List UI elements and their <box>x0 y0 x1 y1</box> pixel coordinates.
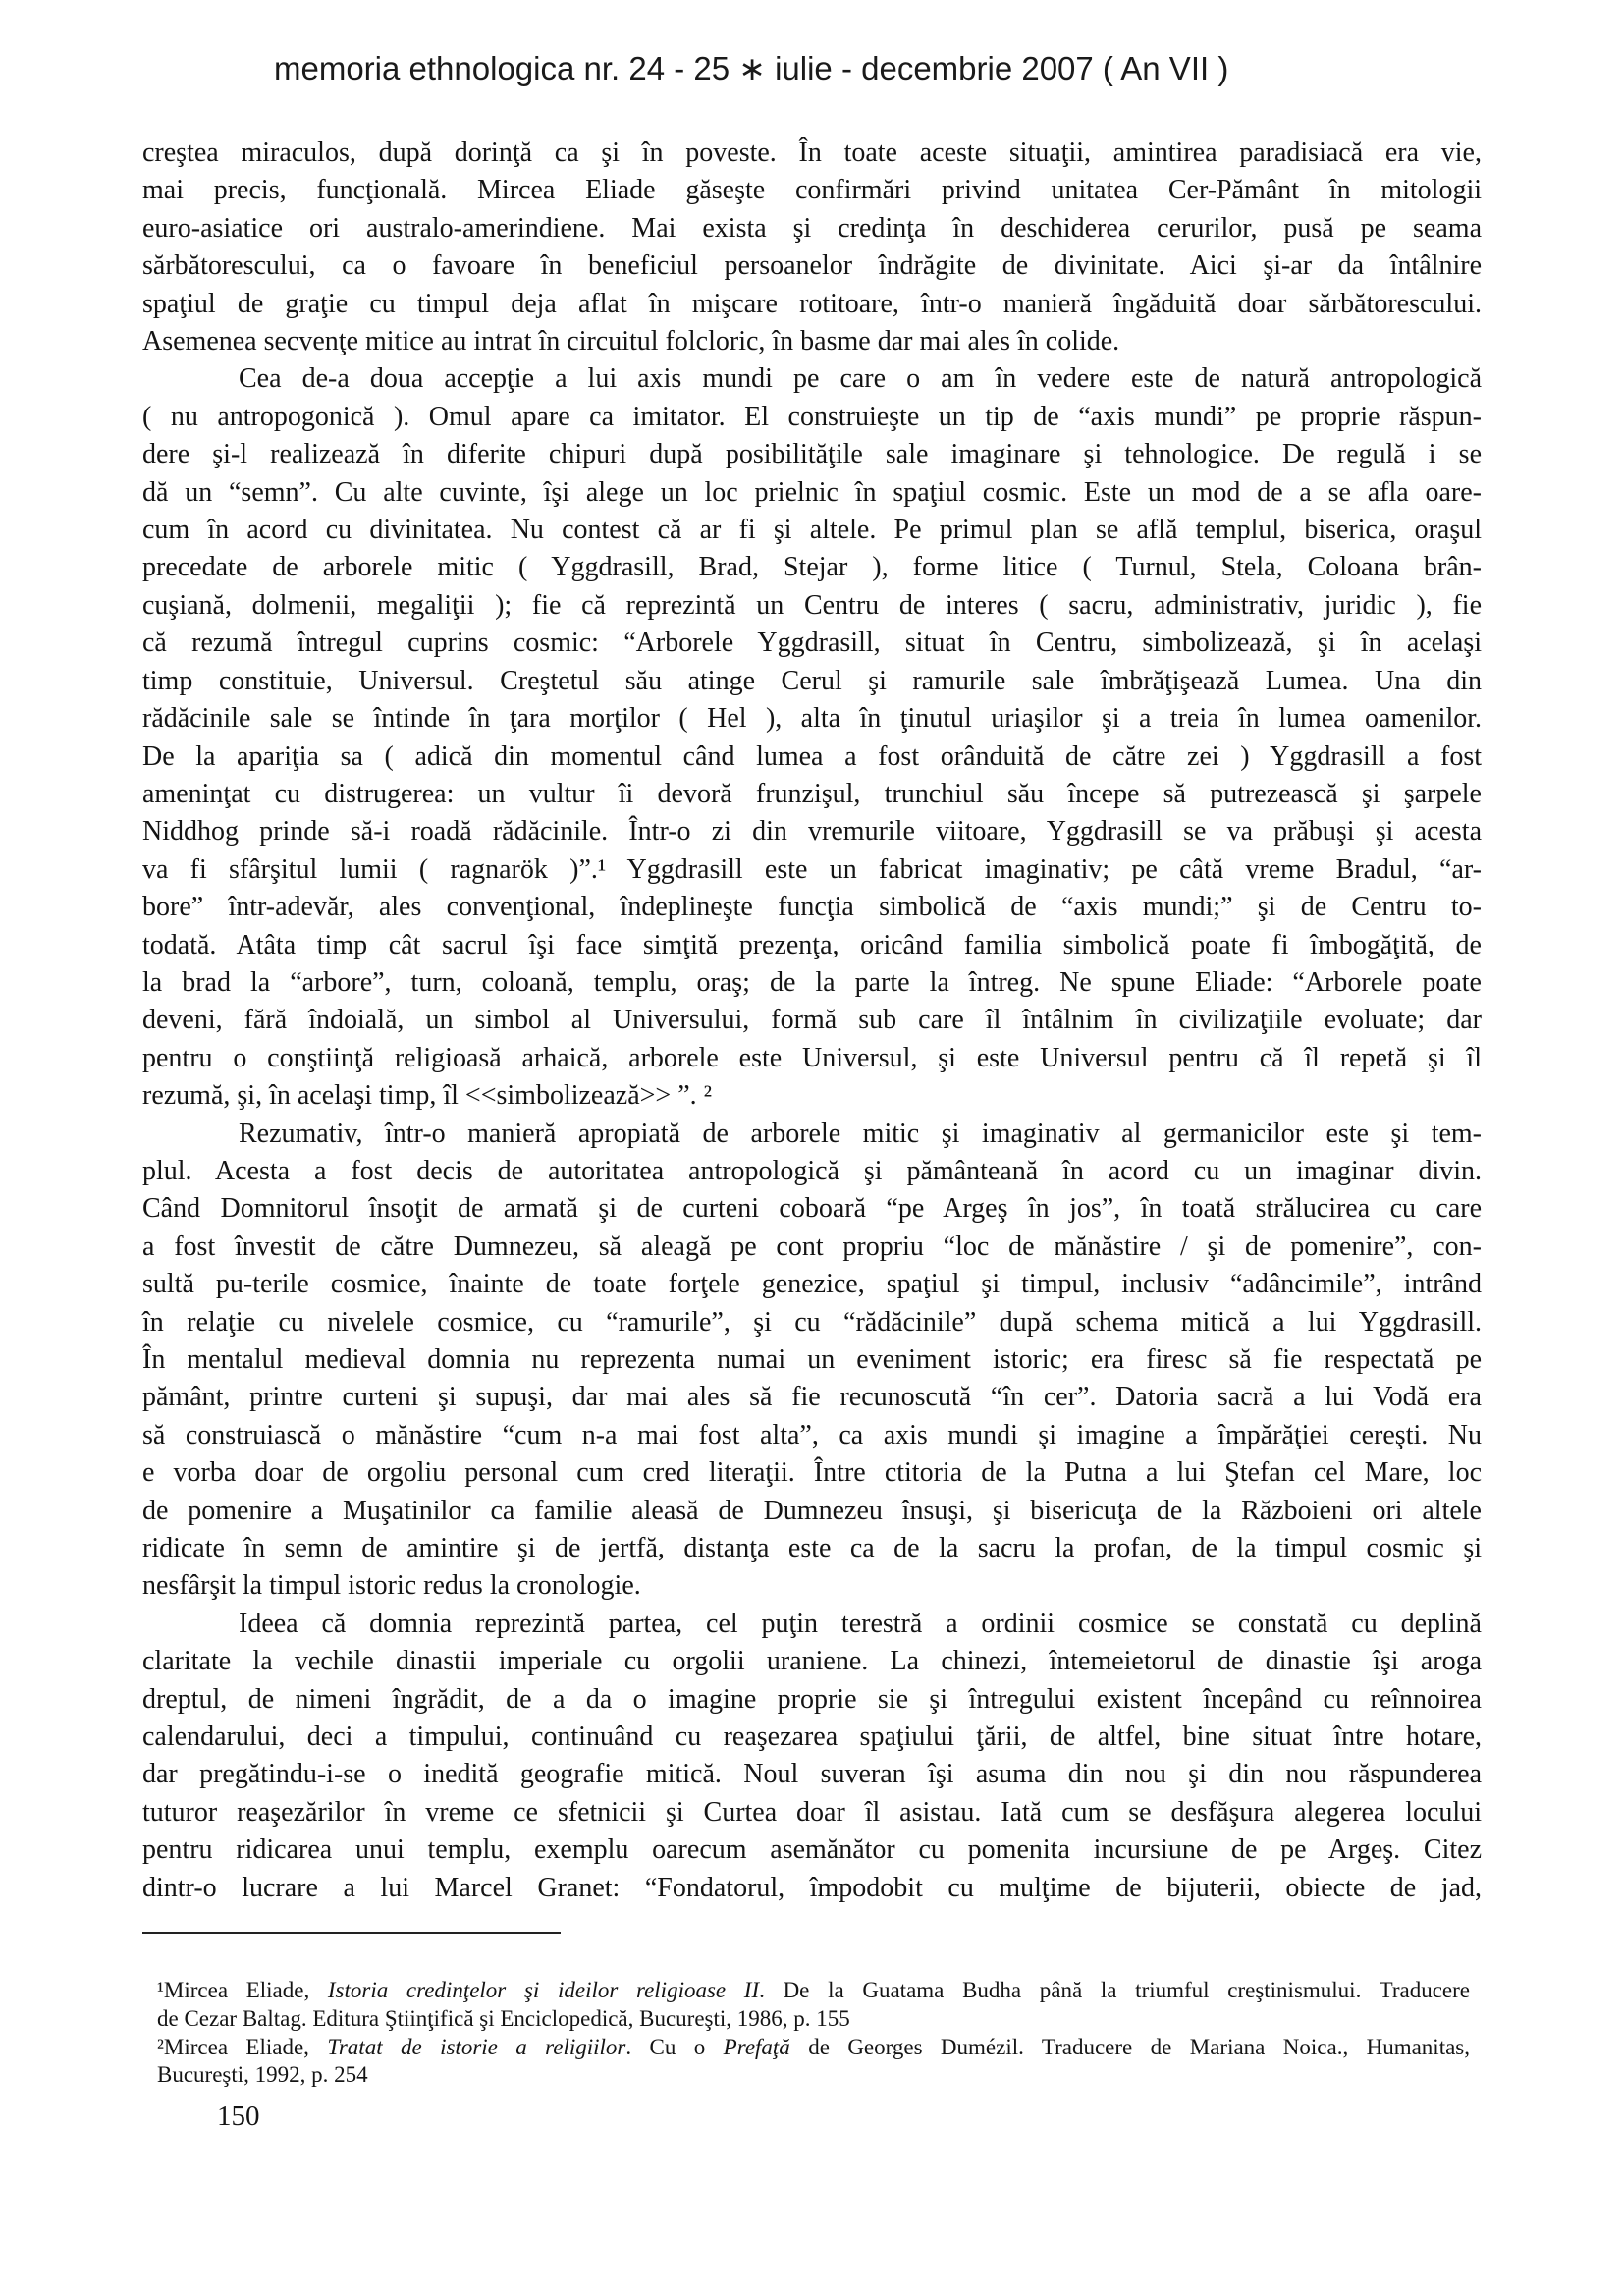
footnotes <box>157 1977 1470 2090</box>
text-line: claritate la vechile dinastii imperiale cu orgolii uraniene. La chinezi, întemeietorul de dinastie îşi aroga <box>142 1646 1482 1677</box>
footnote-line <box>157 2034 1470 2062</box>
footnote-text: Bucureşti, 1992, p. 254 <box>157 2062 368 2088</box>
text-line: De la apariţia sa ( adică din momentul când lumea a fost orânduită de către zei ) Yggdrasill a fost <box>142 740 1482 772</box>
footnote-text: de Cezar Baltag. Editura Ştiinţifică şi Enciclopedică, Bucureşti, 1986, p. 155 <box>157 2005 850 2031</box>
paragraph <box>142 360 1482 1115</box>
text-line: Asemenea secvenţe mitice au intrat în circuitul folcloric, în basme dar mai ales în colide. <box>142 326 1120 357</box>
text-line: că rezumă întregul cuprins cosmic: “Arborele Yggdrasill, situat în Centru, simbolizează, şi în acelaşi <box>142 628 1482 659</box>
text-line: dintr-o lucrare a lui Marcel Granet: “Fondatorul, împodobit cu mulţime de bijuterii, obiecte de jad, <box>142 1872 1482 1903</box>
text-line: plul. Acesta a fost decis de autoritatea antropologică şi pământeană în acord cu un imaginar divin. <box>142 1155 1482 1186</box>
text-line: sărbătorescului, ca o favoare în beneficiul persoanelor îndrăgite de divinitate. Aici şi-ar da întâlnire <box>142 250 1482 282</box>
text-line: la brad la “arbore”, turn, coloană, templu, oraş; de la parte la întreg. Ne spune Eliade: “Arborele poate <box>142 966 1482 998</box>
text-line: dar pregătindu-i-se o inedită geografie mitică. Noul suveran îşi asuma din nou şi din nou răspunderea <box>142 1759 1482 1790</box>
text-line: timp constituie, Universul. Creştetul său atinge Cerul şi ramurile sale îmbrăţişează Lumea. Una din <box>142 665 1482 696</box>
text-line: pentru o conştiinţă religioasă arhaică, arborele este Universul, şi este Universul pentru că îl repetă şi îl <box>142 1042 1482 1073</box>
text-line: dreptul, de nimeni îngrădit, de a da o imagine proprie sie şi întregului existent începând cu reînnoirea <box>142 1683 1482 1715</box>
text-line: e vorba doar de orgoliu personal cum cred literaţii. Între ctitoria de la Putna a lui Ştefan cel Mare, loc <box>142 1457 1482 1489</box>
text-line: euro-asiatice ori australo-amerindiene. Mai exista şi credinţa în deschiderea cerurilor, pusă pe seama <box>142 212 1482 244</box>
footnote-line <box>157 2005 1470 2034</box>
paragraph <box>142 135 1482 360</box>
text-line: de pomenire a Muşatinilor ca familie aleasă de Dumnezeu însuşi, şi bisericuţa de la Războieni ori altele <box>142 1495 1482 1526</box>
footnote-text: . De la Guatama Budha până la triumful creştinismului. Traducere <box>759 1978 1470 2002</box>
text-line: tuturor reaşezărilor în vreme ce sfetnicii şi Curtea doar îl asistau. Iată cum se desfăşura alegerea locului <box>142 1796 1482 1828</box>
text-line: Când Domnitorul însoţit de armată şi de curteni coboară “pe Argeş în jos”, în toată strălucirea cu care <box>142 1193 1482 1225</box>
text-line: deveni, fără îndoială, un simbol al Universului, formă sub care îl întâlnim în civilizaţiile evoluate; dar <box>142 1005 1482 1036</box>
footnote-text: . Cu o <box>625 2034 724 2059</box>
footnote-text: de Georges Dumézil. Traducere de Mariana Noica., Humanitas, <box>789 2034 1470 2059</box>
text-line: ( nu antropogonică ). Omul apare ca imitator. El construieşte un tip de “axis mundi” pe proprie răspun- <box>142 401 1482 432</box>
footnote-book-title: Tratat de istorie a religiilor <box>327 2034 626 2059</box>
footnote-book-title: Istoria credinţelor şi ideilor religioase II <box>327 1978 760 2002</box>
text-line: Cea de-a doua accepţie a lui axis mundi pe care o am în vedere este de natură antropologică <box>239 363 1482 395</box>
text-line: precedate de arborele mitic ( Yggdrasill, Brad, Stejar ), forme litice ( Turnul, Stela, Coloana brân- <box>142 552 1482 583</box>
text-line: pământ, printre curteni şi supuşi, dar mai ales să fie recunoscută “în cer”. Datoria sacră a lui Vodă era <box>142 1382 1482 1413</box>
text-line: nesfârşit la timpul istoric redus la cronologie. <box>142 1570 641 1602</box>
text-line: Ideea că domnia reprezintă partea, cel puţin terestră a ordinii cosmice se constată cu deplină <box>239 1608 1482 1639</box>
paragraph <box>142 1606 1482 1907</box>
text-line: ameninţat cu distrugerea: un vultur îi devoră frunzişul, trunchiul său începe să putrezească şi şarpele <box>142 778 1482 809</box>
text-line: cum în acord cu divinitatea. Nu contest că ar fi şi altele. Pe primul plan se află templul, biserica, oraşul <box>142 515 1482 546</box>
page-number: 150 <box>217 2101 260 2132</box>
text-line: ridicate în semn de amintire şi de jertfă, distanţa este ca de la sacru la profan, de la timpul cosmic şi <box>142 1533 1482 1564</box>
text-line: bore” într-adevăr, ales convenţional, îndeplineşte funcţia simbolică de “axis mundi;” şi de Centru to- <box>142 892 1482 923</box>
text-line: a fost învestit de către Dumnezeu, să aleagă pe cont propriu “loc de mănăstire / şi de pomenire”, con- <box>142 1230 1482 1262</box>
footnote-preface-title: Prefaţă <box>723 2034 790 2059</box>
text-line: rezumă, şi, în acelaşi timp, îl <<simbolizează>> ”. ² <box>142 1080 713 1112</box>
footnote-line <box>157 1977 1470 2005</box>
paragraph <box>142 1116 1482 1606</box>
footnote-line <box>157 2061 1470 2090</box>
text-line: Niddhog prinde să-i roadă rădăcinile. Într-o zi din vremurile viitoare, Yggdrasill se va prăbuşi şi acesta <box>142 816 1482 847</box>
running-header: memoria ethnologica nr. 24 - 25 ∗ iulie - decembrie 2007 ( An VII ) <box>274 50 1229 86</box>
text-line: pentru ridicarea unui templu, exemplu oarecum asemănător cu pomenita incursiune de pe Argeş. Citez <box>142 1834 1482 1866</box>
text-line: va fi sfârşitul lumii ( ragnarök )”.¹ Yggdrasill este un fabricat imaginativ; pe câtă vreme Bradul, “ar- <box>142 853 1482 885</box>
text-line: sultă pu-terile cosmice, înainte de toate forţele genezice, spaţiul şi timpul, inclusiv “adâncimile”, intrând <box>142 1269 1482 1300</box>
text-line: În mentalul medieval domnia nu reprezenta numai un eveniment istoric; era firesc să fie respectată pe <box>142 1344 1482 1375</box>
text-line: dere şi-l realizează în diferite chipuri după posibilităţile sale imaginare şi tehnologice. De regulă i se <box>142 439 1482 470</box>
text-line: rădăcinile sale se întinde în ţara morţilor ( Hel ), alta în ţinutul uriaşilor şi a treia în lumea oamenilor. <box>142 703 1482 735</box>
text-line: Rezumativ, într-o manieră apropiată de arborele mitic şi imaginativ al germanicilor este şi tem- <box>239 1118 1482 1149</box>
text-line: să construiască o mănăstire “cum n-a mai fost alta”, ca axis mundi şi imagine a împărăţiei cereşti. Nu <box>142 1419 1482 1450</box>
text-line: cuşiană, dolmenii, megaliţii ); fie că reprezintă un Centru de interes ( sacru, administrativ, juridic ), fie <box>142 589 1482 621</box>
footnote-separator <box>142 1932 561 1934</box>
text-line: în relaţie cu nivelele cosmice, cu “ramurile”, şi cu “rădăcinile” după schema mitică a lui Yggdrasill. <box>142 1306 1482 1338</box>
text-line: spaţiul de graţie cu timpul deja aflat în mişcare rotitoare, într-o manieră îngăduită doar sărbătorescului. <box>142 288 1482 319</box>
footnote <box>157 2034 1470 2091</box>
footnote <box>157 1977 1470 2034</box>
text-line: dă un “semn”. Cu alte cuvinte, îşi alege un loc prielnic în spaţiul cosmic. Este un mod de a se afla oare- <box>142 476 1482 508</box>
text-line: mai precis, funcţională. Mircea Eliade găseşte confirmări privind unitatea Cer-Pământ în mitologii <box>142 175 1482 206</box>
text-line: todată. Atâta timp cât sacrul îşi face simţită prezenţa, oricând familia simbolică poate fi îmbogăţită, de <box>142 929 1482 960</box>
text-line: calendarului, deci a timpului, continuând cu reaşezarea spaţiului ţării, de altfel, bine situat între hotare, <box>142 1722 1482 1753</box>
footnote-text: ²Mircea Eliade, <box>157 2034 328 2059</box>
body-text <box>142 135 1482 1907</box>
footnote-text: ¹Mircea Eliade, <box>157 1978 328 2002</box>
text-line: creştea miraculos, după dorinţă ca şi în poveste. În toate aceste situaţii, amintirea paradisiacă era vie, <box>142 137 1482 168</box>
